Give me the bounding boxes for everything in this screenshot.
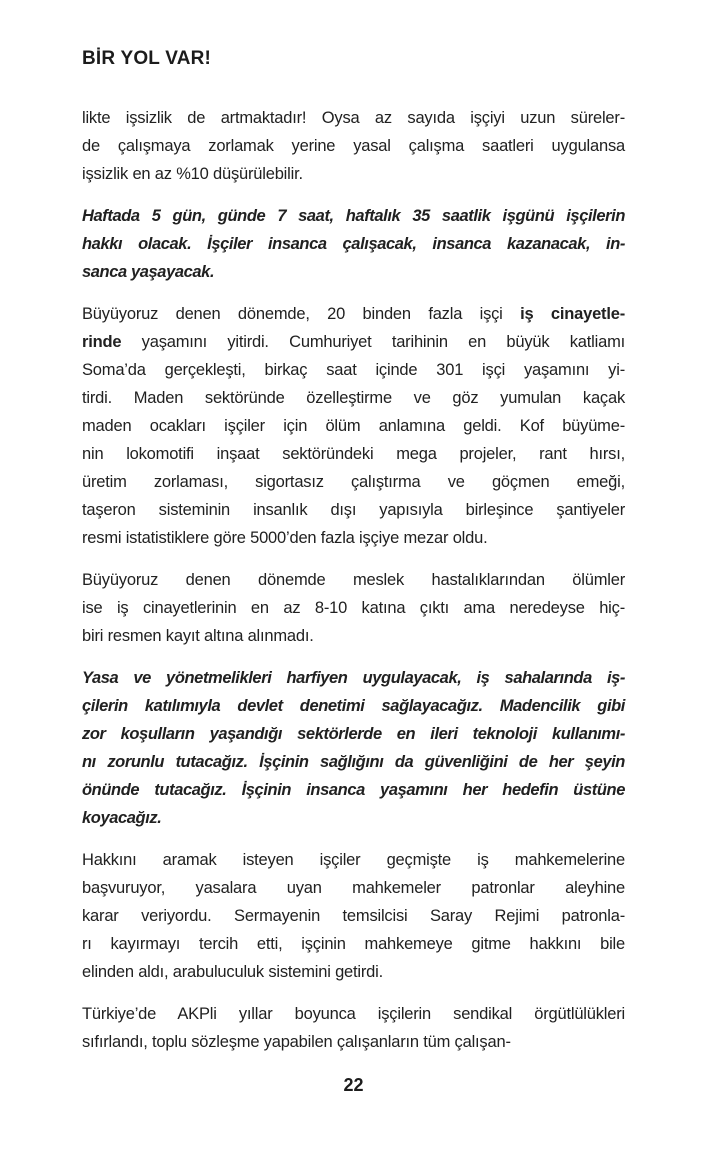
paragraph-line: karar veriyordu. Sermayenin temsilcisi Saray Rejimi patronla- [82,907,625,925]
paragraph-line: rinde yaşamını yitirdi. Cumhuriyet tarihinin en büyük katliamı [82,333,625,351]
paragraph-line: önünde tutacağız. İşçinin insanca yaşamını her hedefin üstüne [82,781,625,799]
paragraph-line: taşeron sisteminin insanlık dışı yapısıyla birleşince şantiyeler [82,501,625,519]
paragraph-line: sıfırlandı, toplu sözleşme yapabilen çalışanların tüm çalışan- [82,1033,511,1051]
paragraph-line: koyacağız. [82,809,162,827]
paragraph [82,104,625,188]
paragraph-line: tirdi. Maden sektöründe özelleştirme ve göz yumulan kaçak [82,389,625,407]
paragraph-line: üretim zorlaması, sigortasız çalıştırma ve göçmen emeği, [82,473,625,491]
paragraph-line: hakkı olacak. İşçiler insanca çalışacak, insanca kazanacak, in- [82,235,625,253]
page-number: 22 [343,1075,364,1095]
paragraph-line: biri resmen kayıt altına alınmadı. [82,627,314,645]
paragraph-line: likte işsizlik de artmaktadır! Oysa az sayıda işçiyi uzun süreler- [82,109,625,127]
paragraph-line: sanca yaşayacak. [82,263,215,281]
paragraph-line: Büyüyoruz denen dönemde, 20 binden fazla işçi iş cinayetle- [82,305,625,323]
paragraph-line: ise iş cinayetlerinin en az 8-10 katına çıktı ama neredeyse hiç- [82,599,625,617]
paragraph [82,300,625,552]
paragraph-line: Yasa ve yönetmelikleri harfiyen uygulayacak, iş sahalarında iş- [82,669,625,687]
page-body [82,104,625,1056]
paragraph [82,202,625,286]
paragraph [82,846,625,986]
paragraph-line: de çalışmaya zorlamak yerine yasal çalışma saatleri uygulansa [82,137,625,155]
paragraph-line: rı kayırmayı tercih etti, işçinin mahkemeye gitme hakkını bile [82,935,625,953]
page-title: BİR YOL VAR! [82,48,212,69]
paragraph-line: elinden aldı, arabuluculuk sistemini getirdi. [82,963,384,981]
paragraph-line: Büyüyoruz denen dönemde meslek hastalıklarından ölümler [82,571,625,589]
paragraph-line: maden ocakları işçiler için ölüm anlamına geldi. Kof büyüme- [82,417,625,435]
paragraph-line: Haftada 5 gün, günde 7 saat, haftalık 35 saatlik işgünü işçilerin [82,207,625,225]
paragraph [82,1000,625,1056]
paragraph-line: nı zorunlu tutacağız. İşçinin sağlığını da güvenliğini de her şeyin [82,753,625,771]
paragraph [82,566,625,650]
paragraph-line: işsizlik en az %10 düşürülebilir. [82,165,303,183]
paragraph [82,664,625,832]
paragraph-line: başvuruyor, yasalara uyan mahkemeler patronlar aleyhine [82,879,625,897]
paragraph-line: nin lokomotifi inşaat sektöründeki mega projeler, rant hırsı, [82,445,625,463]
paragraph-line: Türkiye’de AKPli yıllar boyunca işçilerin sendikal örgütlülükleri [82,1005,625,1023]
paragraph-line: Hakkını aramak isteyen işçiler geçmişte iş mahkemelerine [82,851,625,869]
paragraph-line: Soma’da gerçekleşti, birkaç saat içinde 301 işçi yaşamını yi- [82,361,625,379]
paragraph-line: çilerin katılımıyla devlet denetimi sağlayacağız. Madencilik gibi [82,697,625,715]
paragraph-line: resmi istatistiklere göre 5000’den fazla işçiye mezar oldu. [82,529,488,547]
paragraph-line: zor koşulların yaşandığı sektörlerde en ileri teknoloji kullanımı- [82,725,625,743]
